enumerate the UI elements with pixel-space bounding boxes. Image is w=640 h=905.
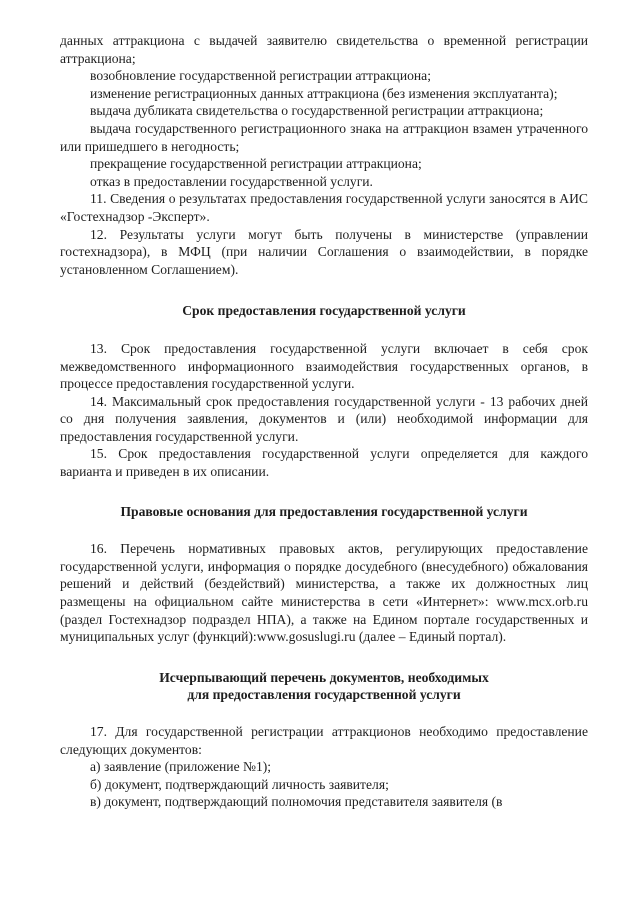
list-item-reg-sign: выдача государственного регистрационного знака на аттракцион взамен утраченного или пришедшего в негодность; [60, 120, 588, 154]
heading-docs-line2: для предоставления государственной услуги [187, 687, 461, 703]
paragraph-13: 13. Срок предоставления государственной услуги включает в себя срок межведомственного информационного взаимодействия государственных органов, в процессе предоставления государственной услуги. [60, 340, 588, 392]
document-page [60, 32, 588, 811]
paragraph-12: 12. Результаты услуги могут быть получены в министерстве (управлении гостехнадзора), в МФЦ (при наличии Соглашения о взаимодействии, в порядке установленном Соглашением). [60, 226, 588, 277]
paragraph-16: 16. Перечень нормативных правовых актов, регулирующих предоставление государственной услуги, информация о порядке досудебного (внесудебного) обжалования решений и действий (бездействий) министерства, а также их должностных лиц размещены на официальном сайте министерства в сети «Интернет»: www.mcx.orb.ru (раздел Гостехнадзор подраздел НПА), а также на Едином портале государственных и муниципальных услуг (функций):www.gosuslugi.ru (далее – Единый портал). [60, 541, 588, 645]
paragraph-17: 17. Для государственной регистрации аттракционов необходимо предоставление следующих документов: [60, 724, 588, 757]
list-item-renewal: возобновление государственной регистрации аттракциона; [90, 68, 431, 84]
list-item-duplicate: выдача дубликата свидетельства о государственной регистрации аттракциона; [90, 103, 544, 119]
doc-item-a: а) заявление (приложение №1); [90, 759, 272, 775]
paragraph-continuation: данных аттракциона с выдачей заявителю свидетельства о временной регистрации аттракциона; [60, 33, 588, 66]
doc-item-b: б) документ, подтверждающий личность заявителя; [90, 776, 389, 792]
heading-term: Срок предоставления государственной услуги [182, 303, 466, 319]
doc-item-c: в) документ, подтверждающий полномочия представителя заявителя (в [90, 794, 503, 810]
paragraph-14: 14. Максимальный срок предоставления государственной услуги - 13 рабочих дней со дня получения заявления, документов и (или) необходимой информации для предоставления государственной услуги. [60, 393, 588, 444]
list-item-refusal: отказ в предоставлении государственной услуги. [90, 173, 373, 189]
heading-docs-line1: Исчерпывающий перечень документов, необходимых [159, 669, 489, 685]
list-item-termination: прекращение государственной регистрации аттракциона; [90, 156, 422, 172]
paragraph-15: 15. Срок предоставления государственной услуги определяется для каждого варианта и приведен в их описании. [60, 446, 588, 480]
paragraph-11: 11. Сведения о результатах предоставления государственной услуги заносятся в АИС «Гостехнадзор -Эксперт». [60, 191, 588, 224]
heading-legal: Правовые основания для предоставления государственной услуги [120, 503, 528, 519]
list-item-change-data: изменение регистрационных данных аттракциона (без изменения эксплуатанта); [90, 85, 558, 101]
